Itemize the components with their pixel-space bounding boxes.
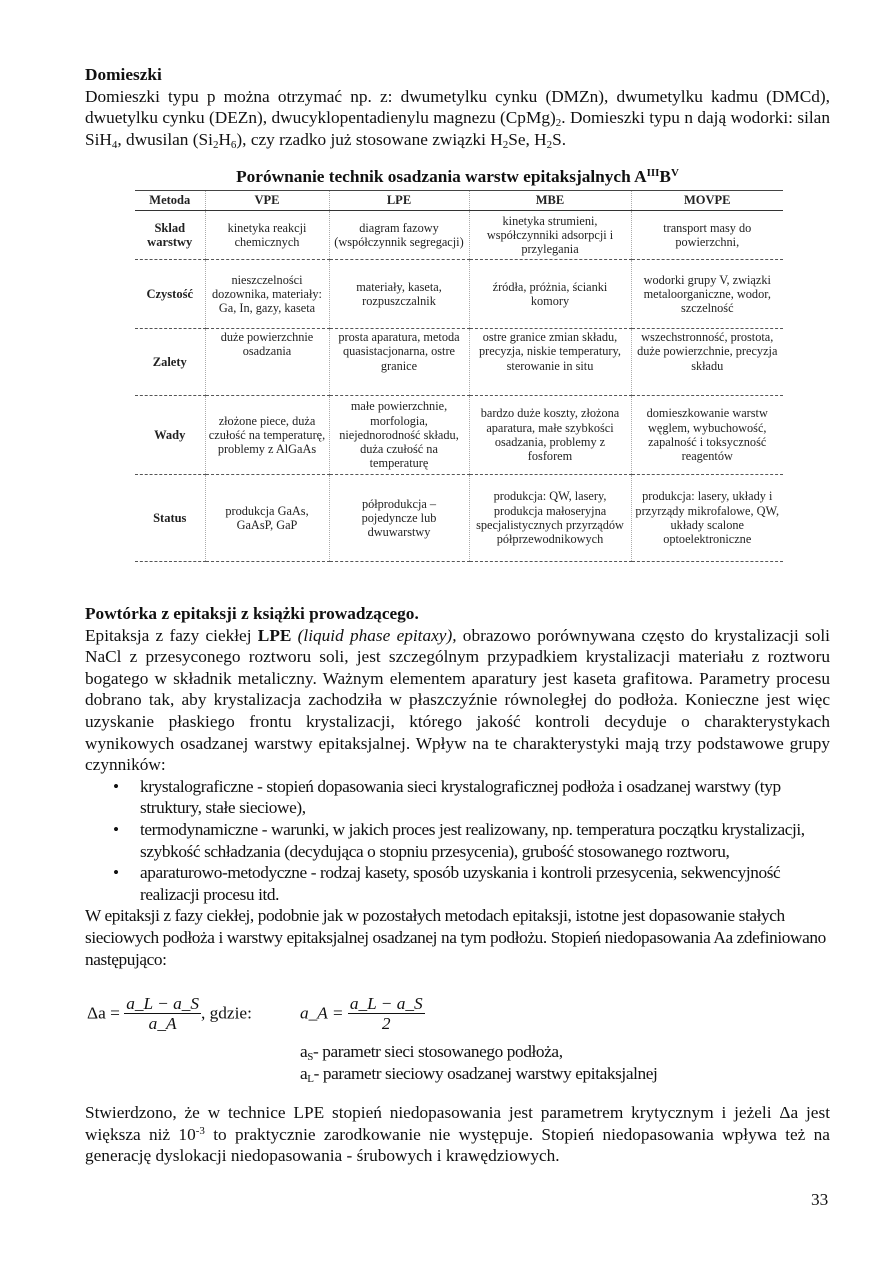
row-label: Zalety bbox=[135, 329, 205, 396]
table-row bbox=[135, 260, 783, 329]
table-header-row bbox=[135, 191, 783, 211]
table-cell: transport masy do powierzchni, bbox=[631, 211, 783, 260]
paragraph-lpe-intro: Epitaksja z fazy ciekłej LPE (liquid phase epitaxy), obrazowo porównywana często do krystalizacji soli NaCl z przesyconego roztworu soli, jest szczególnym przypadkiem krystalizacji materiału z roztworu bogatego w składnik metaliczny. Ważnym elementem aparatury jest kaseta grafitowa. Parametry procesu dobrano tak, aby krystalizacja zachodziła w płaszczyźnie równoległej do podłoża. Konieczne jest więc uzyskanie płaskiego frontu krystalizacji, którego jakość kontroli decyduje o charakterystykach wynikowych osadzanej warstwy epitaksjalnej. Wpływ na te charakterystyki mają trzy podstawowe grupy czynników: bbox=[85, 625, 830, 775]
paragraph-mismatch: W epitaksji z fazy ciekłej, podobnie jak w pozostałych metodach epitaksji, istotne jest dopasowanie stałych sieciowych podłoża i warstwy epitaksjalnej osadzanej na tym podłożu. Stopień niedopasowania Aa zdefiniowano następująco: bbox=[85, 906, 826, 969]
section-conclusion bbox=[85, 1102, 830, 1167]
definition-al: $a_L-$ parametr sieciowy osadzanej warstwy epitaksjalnej bbox=[300, 1063, 658, 1085]
table-row bbox=[135, 396, 783, 475]
row-label: Czystość bbox=[135, 260, 205, 329]
row-label: Wady bbox=[135, 396, 205, 475]
table-cell: diagram fazowy (współczynnik segregacji) bbox=[329, 211, 469, 260]
table-cell: materiały, kaseta, rozpuszczalnik bbox=[329, 260, 469, 329]
list-item: • termodynamiczne - warunki, w jakich proces jest realizowany, np. temperatura początku krystalizacji, szybkość schładzania (decydująca o stopniu przesycenia), grubość stosowanego roztworu, bbox=[113, 819, 805, 861]
formula-a-avg: a_A = $\frac{a\_L - a\_S}{2}$ bbox=[300, 994, 423, 1033]
table-row bbox=[135, 475, 783, 562]
formula-definitions bbox=[300, 1041, 657, 1084]
header-vpe: VPE bbox=[205, 191, 329, 211]
heading-domieszki: Domieszki bbox=[85, 65, 162, 84]
table-cell: produkcja: QW, lasery, produkcja małoseryjna specjalistycznych przyrządów półprzewodnikowych bbox=[469, 475, 631, 562]
table-row bbox=[135, 211, 783, 260]
table-cell: źródła, próżnia, ścianki komory bbox=[469, 260, 631, 329]
table-cell: złożone piece, duża czułość na temperaturę, problemy z AlGaAs bbox=[205, 396, 329, 475]
bullet-icon: • bbox=[113, 819, 119, 839]
bullet-icon: • bbox=[113, 776, 119, 796]
factor-list bbox=[85, 776, 830, 906]
heading-powtorka: Powtórka z epitaksji z książki prowadzącego. bbox=[85, 604, 419, 623]
section-domieszki bbox=[85, 64, 830, 150]
table-cell: kinetyka reakcji chemicznych bbox=[205, 211, 329, 260]
page-number: 33 bbox=[811, 1190, 829, 1209]
row-label: Status bbox=[135, 475, 205, 562]
bullet-icon: • bbox=[113, 863, 119, 883]
table-cell: półprodukcja – pojedyncze lub dwuwarstwy bbox=[329, 475, 469, 562]
table-cell: wszechstronność, prostota, duże powierzchnie, precyzja składu bbox=[631, 329, 783, 396]
table-row bbox=[135, 329, 783, 396]
header-metoda: Metoda bbox=[135, 191, 205, 211]
table-cell: bardzo duże koszty, złożona aparatura, małe szybkości osadzania, problemy z fosforem bbox=[469, 396, 631, 475]
header-lpe: LPE bbox=[329, 191, 469, 211]
paragraph-conclusion: Stwierdzono, że w technice LPE stopień niedopasowania jest parametrem krytycznym i jeżeli Δa jest większa niż $10^{-3}$ to praktycznie zarodkowanie nie występuje. Stopień niedopasowania wpływa też na generację dyslokacji niedopasowania - śrubowych i krawędziowych. bbox=[85, 1103, 830, 1166]
table-cell: wodorki grupy V, związki metaloorganiczne, wodor, szczelność bbox=[631, 260, 783, 329]
row-label: Sklad warstwy bbox=[135, 211, 205, 260]
section-powtorka bbox=[85, 603, 830, 970]
list-item: • aparaturowo-metodyczne - rodzaj kasety, sposób uzyskania i kontroli przesycenia, sekwencyjność realizacji procesu itd. bbox=[113, 863, 781, 904]
table-cell: nieszczelności dozownika, materiały: Ga, In, gazy, kaseta bbox=[205, 260, 329, 329]
table-cell: produkcja GaAs, GaAsP, GaP bbox=[205, 475, 329, 562]
table-cell: kinetyka strumieni, współczynniki adsorpcji i przylegania bbox=[469, 211, 631, 260]
table-cell: domieszkowanie warstw węglem, wybuchowość, zapalność i toksyczność reagentów bbox=[631, 396, 783, 475]
formula-delta-a: Δa = $\frac{a\_L - a\_S}{a\_A}$ , gdzie: bbox=[87, 994, 252, 1033]
table-cell: małe powierzchnie, morfologia, niejednorodność składu, duża czułość na temperaturę bbox=[329, 396, 469, 475]
table-cell: produkcja: lasery, układy i przyrządy mikrofalowe, QW, układy scalone optoelektroniczne bbox=[631, 475, 783, 562]
paragraph-domieszki: Domieszki typu p można otrzymać np. z: dwumetylku cynku (DMZn), dwumetylku kadmu (DMCd), dwuetylku cynku (DEZn), dwucyklopentadienylu magnezu $(CpMg)_2$. Domieszki typu n dają wodorki: silan SiH$_4$, dwusilan $(Si_2H_6)$, czy rzadko już stosowane związki $H_2Se$, $H_2S$. bbox=[85, 86, 830, 151]
table-cell: prosta aparatura, metoda quasistacjonarna, ostre granice bbox=[329, 329, 469, 396]
header-movpe: MOVPE bbox=[631, 191, 783, 211]
comparison-table bbox=[135, 190, 783, 562]
list-item: • krystalograficzne - stopień dopasowania sieci krystalograficznej podłoża i osadzanej warstwy (typ struktury, stałe sieciowe), bbox=[113, 776, 781, 818]
comparison-table-scan bbox=[135, 190, 783, 562]
header-mbe: MBE bbox=[469, 191, 631, 211]
mismatch-formula bbox=[85, 995, 830, 1045]
table-cell: duże powierzchnie osadzania bbox=[205, 329, 329, 396]
definition-as: $a_S-$ parametr sieci stosowanego podłoża, bbox=[300, 1042, 563, 1063]
table-title: Porównanie technik osadzania warstw epitaksjalnych $A^{III}B^V$ bbox=[236, 167, 679, 186]
table-cell: ostre granice zmian składu, precyzja, niskie temperatury, sterowanie in situ bbox=[469, 329, 631, 396]
